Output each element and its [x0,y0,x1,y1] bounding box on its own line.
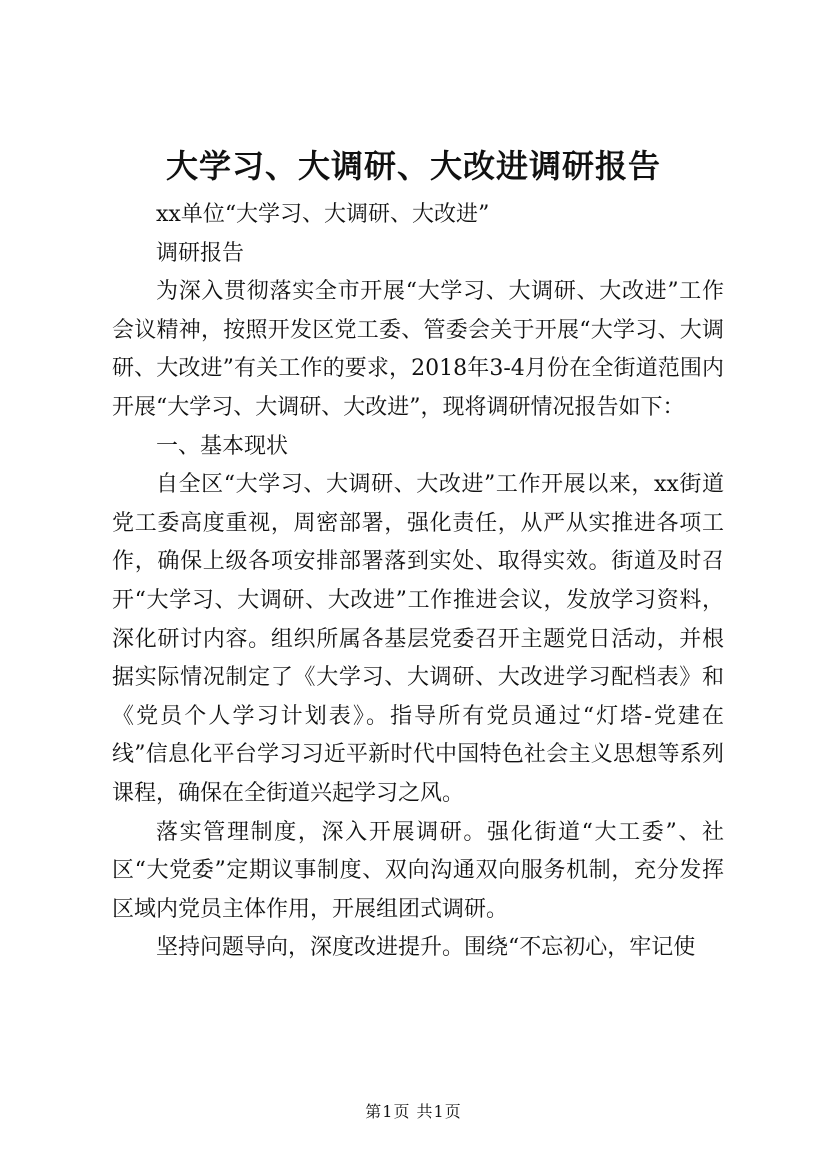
report-subheading: 调研报告 [156,240,245,266]
intro-paragraph: 为深入贯彻落实全市开展“大学习、大调研、大改进”工作会议精神，按照开发区党工委、管委会关于开展“大学习、大调研、大改进”有关工作的要求，2018年3-4月份在全街道范围内开展“大学习、大调研、大改进”，现将调研情况报告如下： [112,279,724,420]
body-paragraph: 坚持问题导向，深度改进提升。围绕“不忘初心，牢记使 [156,935,696,961]
document-title: 大学习、大调研、大改进调研报告 [165,147,661,185]
body-paragraph: 自全区“大学习、大调研、大改进”工作开展以来，xx街道党工委高度重视，周密部署，强化责任，从严从实推进各项工作，确保上级各项安排部署落到实处、取得实效。街道及时召开“大学习、大调研、大改进”工作推进会议，发放学习资料，深化研讨内容。组织所属各基层党委召开主题党日活动，并根据实际情况制定了《大学习、大调研、大改进学习配档表》和《党员个人学习计划表》。指导所有党员通过“灯塔-党建在线”信息化平台学习习近平新时代中国特色社会主义思想等系列课程，确保在全街道兴起学习之风。 [112,472,724,806]
body-paragraph: 落实管理制度，深入开展调研。强化街道“大工委”、社区“大党委”定期议事制度、双向沟通双向服务机制，充分发挥区域内党员主体作用，开展组团式调研。 [112,819,724,922]
document-body [112,196,724,968]
page-footer: 第1页 共1页 [365,1102,462,1121]
section-heading-basic-status: 一、基本现状 [156,433,289,459]
unit-heading: xx单位“大学习、大调研、大改进” [156,202,490,227]
